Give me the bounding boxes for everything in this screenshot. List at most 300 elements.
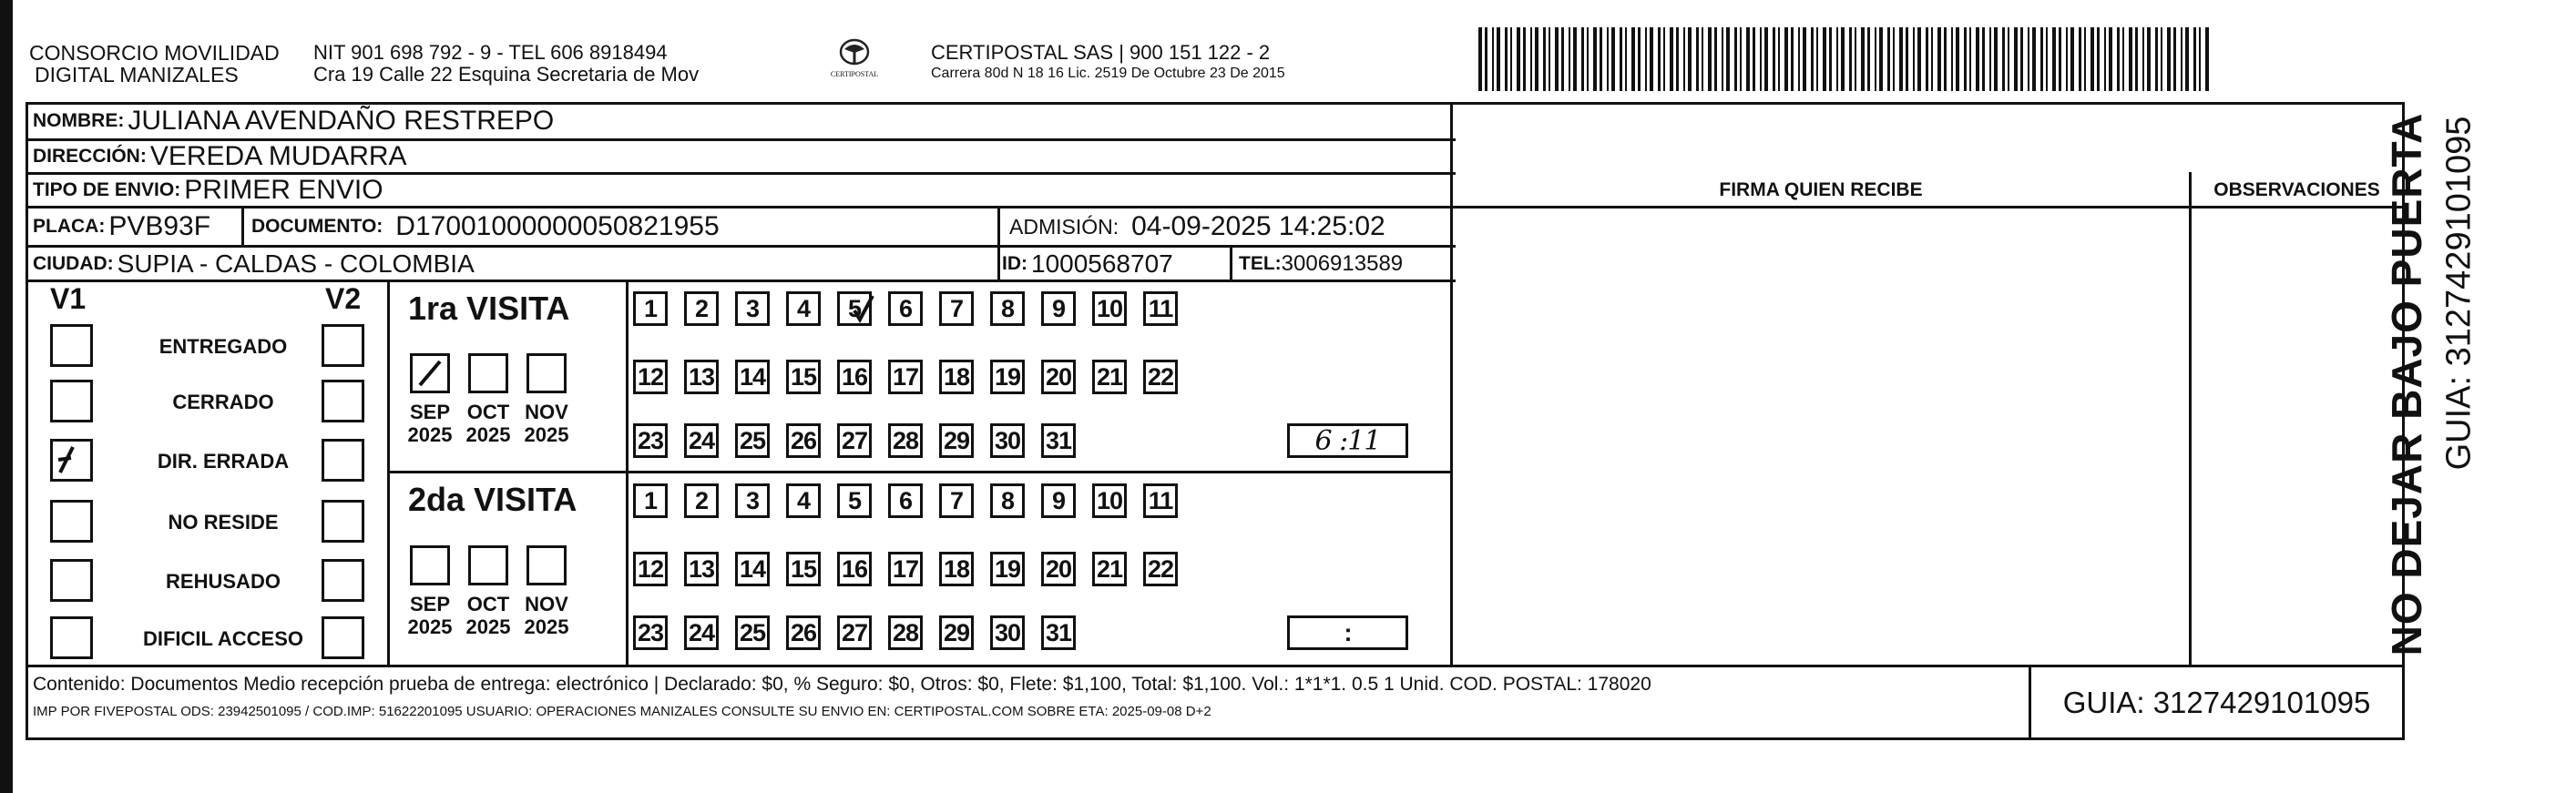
barcode-bar: [2040, 27, 2043, 91]
day-box[interactable]: [786, 291, 821, 326]
ciudad-label: CIUDAD:: [33, 252, 114, 274]
day-number: 22: [1147, 362, 1174, 391]
barcode-bar: [1906, 27, 1908, 91]
id-value: 1000568707: [1031, 249, 1173, 278]
day-box[interactable]: [1092, 291, 1127, 326]
barcode-bar: [2084, 27, 2086, 91]
barcode-bar: [1708, 27, 1712, 91]
day-box[interactable]: [1041, 483, 1076, 518]
day-box[interactable]: [939, 291, 974, 326]
day-box[interactable]: [684, 291, 719, 326]
day-number: 17: [892, 362, 919, 391]
status-label: REHUSADO: [166, 570, 281, 593]
month-checkbox[interactable]: [526, 353, 567, 393]
time-field[interactable]: [1287, 615, 1408, 650]
day-box[interactable]: [786, 483, 821, 518]
day-box[interactable]: [786, 360, 821, 394]
barcode-bar: [1753, 27, 1755, 91]
barcode-bar: [1543, 27, 1546, 91]
day-number: 20: [1045, 554, 1072, 583]
nombre-label: NOMBRE:: [33, 110, 125, 131]
barcode-bar: [2014, 27, 2018, 91]
barcode-bar: [1505, 27, 1508, 91]
side-guia: GUIA: 3127429101095: [2439, 116, 2479, 471]
documento-cell: [251, 208, 720, 245]
barcode-bar: [1926, 27, 1928, 91]
day-box[interactable]: [939, 360, 974, 394]
day-number: 3: [745, 486, 760, 514]
month-year: 2025: [524, 423, 569, 446]
visit-2-title: 2da VISITA: [408, 481, 578, 518]
day-number: 10: [1096, 294, 1123, 322]
status-label: DIR. ERRADA: [157, 450, 290, 473]
id-cell: [1002, 248, 1173, 280]
month-checkbox[interactable]: [468, 545, 508, 585]
barcode-bar: [1638, 27, 1641, 91]
barcode-bar: [1740, 27, 1742, 91]
barcode-bar: [1549, 27, 1550, 91]
day-number: 13: [688, 554, 715, 583]
day-number: 30: [994, 426, 1021, 454]
v1-header: V1: [50, 282, 87, 315]
month-label: [515, 401, 578, 446]
v2-checkbox[interactable]: [322, 439, 364, 482]
barcode-bar: [2122, 27, 2124, 91]
day-box[interactable]: [735, 291, 770, 326]
footer-guia: GUIA: 3127429101095: [2062, 685, 2371, 719]
day-number: 13: [688, 362, 715, 391]
v2-checkbox[interactable]: [322, 324, 364, 367]
day-box[interactable]: [939, 423, 974, 458]
day-number: 20: [1045, 362, 1072, 391]
day-box[interactable]: [786, 423, 821, 458]
barcode-bar: [1587, 27, 1589, 91]
barcode-bar: [1535, 27, 1538, 91]
day-number: 9: [1051, 486, 1066, 514]
day-box[interactable]: [684, 483, 719, 518]
v2-checkbox[interactable]: [322, 616, 364, 659]
barcode-bar: [1517, 27, 1520, 91]
day-number: 14: [739, 362, 766, 391]
month-checkbox[interactable]: [410, 353, 450, 393]
day-number: 8: [1000, 294, 1015, 322]
nombre-value: JULIANA AVENDAÑO RESTREPO: [128, 106, 555, 136]
firma-header: FIRMA QUIEN RECIBE: [1719, 178, 1923, 200]
admision-label: ADMISIÓN:: [1009, 214, 1119, 239]
day-box[interactable]: [888, 615, 923, 650]
barcode-bar: [2052, 27, 2056, 91]
barcode-bar: [1899, 27, 1903, 91]
day-number: 5: [847, 294, 862, 322]
day-number: 24: [688, 618, 715, 646]
month-checkbox[interactable]: [526, 545, 567, 585]
barcode-bar: [1581, 27, 1584, 91]
day-box[interactable]: [837, 483, 872, 518]
ciudad-value: SUPIA - CALDAS - COLOMBIA: [117, 249, 475, 278]
day-box[interactable]: [633, 360, 668, 394]
barcode-bar: [2161, 27, 2162, 91]
barcode-bar: [2142, 27, 2144, 91]
day-box[interactable]: [1041, 552, 1076, 586]
barcode-bar: [1994, 27, 1998, 91]
day-number: 11: [1148, 294, 1173, 322]
barcode-bar: [1663, 27, 1665, 91]
day-box[interactable]: [888, 360, 923, 394]
barcode-bar: [1523, 27, 1526, 91]
barcode-bar: [2046, 27, 2048, 91]
status-label: NO RESIDE: [168, 511, 279, 534]
visit-1-title: 1ra VISITA: [408, 290, 570, 327]
footer-print-line: IMP POR FIVEPOSTAL ODS: 23942501095 / COD.IMP: 51622201095 USUARIO: OPERACIONES MANIZALES CONSULTE SU ENVIO EN: CERTIPOSTAL.COM SOBRE ETA: 2025-09-08 D+2: [33, 704, 1211, 719]
day-box[interactable]: [990, 615, 1025, 650]
day-number: 7: [949, 294, 964, 322]
barcode-bar: [1913, 27, 1915, 91]
barcode-bar: [1861, 27, 1865, 91]
certipostal-logo-icon: [836, 36, 873, 67]
barcode-bar: [1964, 27, 1967, 91]
day-number: 12: [637, 362, 664, 391]
barcode-bar: [1760, 27, 1762, 91]
barcode-bar: [1573, 27, 1577, 91]
barcode-bar: [1798, 27, 1800, 91]
day-number: 23: [637, 618, 664, 646]
month-label: [456, 593, 520, 638]
day-number: 29: [943, 426, 970, 454]
time-field[interactable]: [1287, 423, 1408, 458]
barcode-bar: [1803, 27, 1806, 91]
barcode-bar: [2079, 27, 2081, 91]
tel-value: 3006913589: [1281, 250, 1404, 276]
barcode-bar: [2185, 27, 2189, 91]
barcode-bar: [1849, 27, 1852, 91]
day-box[interactable]: [735, 360, 770, 394]
barcode-bar: [1714, 27, 1717, 91]
barcode-bar: [1676, 27, 1679, 91]
day-number: 28: [892, 426, 919, 454]
day-number: 17: [892, 554, 919, 583]
barcode-bar: [1631, 27, 1635, 91]
page-edge: [0, 0, 13, 793]
day-box[interactable]: [684, 615, 719, 650]
company-contact: [313, 42, 699, 86]
nit-text: NIT 901 698 792 - 9 - TEL 606 8918494: [313, 41, 668, 64]
day-box[interactable]: [1143, 360, 1178, 394]
day-box[interactable]: [684, 423, 719, 458]
barcode-bar: [2028, 27, 2029, 91]
day-box[interactable]: [990, 483, 1025, 518]
day-number: 30: [994, 618, 1021, 646]
time-value: 6 :11: [1314, 424, 1381, 457]
certipostal-line-1: CERTIPOSTAL SAS | 900 151 122 - 2: [931, 41, 1271, 64]
day-box[interactable]: [633, 423, 668, 458]
day-box[interactable]: [1092, 360, 1127, 394]
company-line-2: DIGITAL MANIZALES: [35, 63, 239, 86]
barcode-bar: [1879, 27, 1883, 91]
status-label: DIFICIL ACCESO: [142, 627, 303, 650]
barcode-bar: [2193, 27, 2196, 91]
month-name: NOV: [525, 593, 568, 615]
certipostal-line-2: Carrera 80d N 18 16 Lic. 2519 De Octubre 23 De 2015: [931, 66, 1285, 81]
month-label: [398, 401, 462, 446]
barcode-bar: [2109, 27, 2112, 91]
day-number: 25: [739, 426, 766, 454]
barcode-bar: [1688, 27, 1692, 91]
barcode-bar: [1593, 27, 1597, 91]
day-box[interactable]: [990, 291, 1025, 326]
barcode-bar: [1600, 27, 1602, 91]
barcode-bar: [2032, 27, 2036, 91]
day-box[interactable]: [1041, 291, 1076, 326]
day-number: 2: [694, 486, 709, 514]
barcode-bar: [1982, 27, 1985, 91]
day-box[interactable]: [1143, 483, 1178, 518]
barcode-bar: [2173, 27, 2176, 91]
day-box[interactable]: [888, 291, 923, 326]
barcode-bar: [1944, 27, 1947, 91]
tel-label: TEL:: [1239, 252, 1282, 274]
barcode-bar: [2097, 27, 2100, 91]
barcode-bar: [1778, 27, 1780, 91]
placa-label: PLACA:: [33, 216, 106, 237]
day-number: 26: [790, 618, 817, 646]
tipo-envio-value: PRIMER ENVIO: [184, 174, 383, 205]
company-name: [29, 42, 280, 86]
day-box[interactable]: [1041, 360, 1076, 394]
day-box[interactable]: [633, 291, 668, 326]
barcode-bar: [1497, 27, 1500, 91]
day-box[interactable]: [837, 615, 872, 650]
month-year: 2025: [407, 615, 453, 638]
tel-cell: [1239, 248, 1403, 280]
direccion-label: DIRECCIÓN:: [33, 145, 147, 167]
barcode-bar: [1764, 27, 1768, 91]
day-box[interactable]: [939, 615, 974, 650]
barcode-bar: [2059, 27, 2061, 91]
day-number: 2: [694, 294, 709, 322]
day-number: 7: [949, 486, 964, 514]
barcode-bar: [2066, 27, 2068, 91]
footer-content-line: Contenido: Documentos Medio recepción prueba de entrega: electrónico | Declarado: $0, % Seguro: $0, Otros: $0, Flete: $1,100, Total: $1,100. Vol.: 1*1*1. 0.5 1 Unid. COD. POSTAL: 178020: [33, 674, 1651, 695]
day-box[interactable]: [1143, 552, 1178, 586]
day-box[interactable]: [786, 615, 821, 650]
month-year: 2025: [465, 423, 511, 446]
barcode: [1478, 27, 2221, 91]
day-number: 1: [643, 294, 658, 322]
day-number: 5: [847, 486, 862, 514]
barcode-bar: [1478, 27, 1482, 91]
month-name: SEP: [409, 593, 451, 615]
month-label: [398, 593, 462, 638]
day-box[interactable]: [888, 552, 923, 586]
day-number: 8: [1000, 486, 1015, 514]
day-number: 1: [643, 486, 658, 514]
barcode-bar: [1823, 27, 1826, 91]
day-box[interactable]: [735, 483, 770, 518]
barcode-bar: [2147, 27, 2151, 91]
day-number: 4: [796, 294, 811, 322]
barcode-bar: [1702, 27, 1703, 91]
barcode-bar: [1811, 27, 1814, 91]
barcode-bar: [2070, 27, 2074, 91]
side-warning: NO DEJAR BAJO PUERTA: [2383, 112, 2430, 656]
day-box[interactable]: [735, 615, 770, 650]
barcode-bar: [1969, 27, 1971, 91]
address-text: Cra 19 Calle 22 Esquina Secretaria de Mov: [313, 63, 700, 86]
month-label: [456, 401, 520, 446]
barcode-bar: [1989, 27, 1991, 91]
barcode-bar: [1722, 27, 1723, 91]
day-number: 22: [1147, 554, 1174, 583]
barcode-bar: [1561, 27, 1564, 91]
day-box[interactable]: [735, 423, 770, 458]
barcode-bar: [1829, 27, 1832, 91]
day-box[interactable]: [735, 552, 770, 586]
day-box[interactable]: [888, 483, 923, 518]
day-box[interactable]: [990, 360, 1025, 394]
check-mark-icon: [413, 356, 447, 391]
barcode-bar: [1620, 27, 1622, 91]
barcode-bar: [2155, 27, 2158, 91]
placa-cell: [33, 208, 210, 245]
barcode-bar: [1492, 27, 1494, 91]
day-box[interactable]: [837, 552, 872, 586]
day-number: 12: [637, 554, 664, 583]
day-box[interactable]: [1092, 483, 1127, 518]
barcode-bar: [2117, 27, 2120, 91]
v2-checkbox[interactable]: [322, 380, 364, 422]
month-name: NOV: [525, 401, 568, 423]
barcode-bar: [1658, 27, 1661, 91]
day-box[interactable]: [837, 291, 872, 326]
barcode-bar: [1734, 27, 1737, 91]
day-box[interactable]: [1092, 552, 1127, 586]
barcode-bar: [1956, 27, 1959, 91]
month-checkbox[interactable]: [468, 353, 508, 393]
barcode-bar: [1645, 27, 1647, 91]
tipo-envio-row: [33, 174, 383, 206]
day-number: 10: [1096, 486, 1123, 514]
day-box[interactable]: [990, 552, 1025, 586]
day-number: 21: [1096, 554, 1123, 583]
barcode-bar: [1485, 27, 1487, 91]
barcode-bar: [2008, 27, 2009, 91]
barcode-bar: [1530, 27, 1532, 91]
day-box[interactable]: [684, 552, 719, 586]
v2-checkbox[interactable]: [322, 559, 364, 602]
company-line-1: CONSORCIO MOVILIDAD: [29, 41, 280, 65]
day-number: 31: [1045, 618, 1072, 646]
barcode-bar: [1951, 27, 1953, 91]
ciudad-cell: [33, 248, 475, 280]
day-box[interactable]: [633, 552, 668, 586]
month-checkbox[interactable]: [410, 545, 450, 585]
barcode-bar: [1650, 27, 1653, 91]
barcode-bar: [1569, 27, 1570, 91]
day-box[interactable]: [837, 360, 872, 394]
barcode-bar: [1937, 27, 1941, 91]
barcode-bar: [1611, 27, 1615, 91]
day-box[interactable]: [633, 483, 668, 518]
nombre-row: [33, 104, 554, 138]
day-box[interactable]: [684, 360, 719, 394]
v2-checkbox[interactable]: [322, 500, 364, 543]
month-year: 2025: [465, 615, 511, 638]
day-number: 11: [1148, 486, 1173, 514]
month-year: 2025: [407, 423, 453, 446]
barcode-bar: [1696, 27, 1699, 91]
day-box[interactable]: [786, 552, 821, 586]
barcode-bar: [1670, 27, 1673, 91]
barcode-bar: [1510, 27, 1512, 91]
barcode-bar: [1836, 27, 1838, 91]
barcode-bar: [1816, 27, 1818, 91]
day-box[interactable]: [1041, 423, 1076, 458]
month-name: OCT: [466, 593, 510, 615]
direccion-value: VEREDA MUDARRA: [149, 140, 407, 171]
day-box[interactable]: [990, 423, 1025, 458]
day-number: 6: [898, 486, 913, 514]
day-number: 6: [898, 294, 913, 322]
day-box[interactable]: [939, 483, 974, 518]
day-number: 15: [790, 362, 817, 391]
barcode-bar: [1746, 27, 1750, 91]
barcode-bar: [2090, 27, 2094, 91]
day-box[interactable]: [1041, 615, 1076, 650]
barcode-bar: [2104, 27, 2106, 91]
id-label: ID:: [1002, 252, 1027, 274]
barcode-bar: [2199, 27, 2201, 91]
barcode-bar: [1887, 27, 1890, 91]
barcode-bar: [2205, 27, 2209, 91]
documento-label: DOCUMENTO:: [251, 216, 383, 237]
day-number: 14: [739, 554, 766, 583]
barcode-bar: [1791, 27, 1794, 91]
direccion-row: [33, 140, 407, 172]
barcode-bar: [2020, 27, 2023, 91]
certipostal-info: [931, 42, 1285, 84]
day-number: 15: [790, 554, 817, 583]
check-mark-icon: [842, 290, 878, 327]
barcode-bar: [2135, 27, 2138, 91]
barcode-bar: [1784, 27, 1788, 91]
observaciones-header: OBSERVACIONES: [2213, 178, 2380, 200]
day-number: 18: [943, 362, 970, 391]
day-number: 19: [994, 554, 1021, 583]
day-number: 21: [1096, 362, 1123, 391]
day-box[interactable]: [939, 552, 974, 586]
barcode-bar: [1683, 27, 1685, 91]
month-year: 2025: [524, 615, 569, 638]
day-number: 24: [688, 426, 715, 454]
day-number: 27: [841, 426, 868, 454]
barcode-bar: [1607, 27, 1609, 91]
day-number: 29: [943, 618, 970, 646]
day-number: 19: [994, 362, 1021, 391]
day-number: 16: [841, 554, 868, 583]
barcode-bar: [2002, 27, 2005, 91]
month-name: SEP: [409, 401, 451, 423]
barcode-bar: [1875, 27, 1876, 91]
day-box[interactable]: [888, 423, 923, 458]
status-label: ENTREGADO: [158, 335, 288, 358]
month-name: OCT: [466, 401, 510, 423]
tipo-envio-label: TIPO DE ENVIO:: [33, 178, 181, 200]
day-box[interactable]: [1143, 291, 1178, 326]
day-box[interactable]: [633, 615, 668, 650]
admision-value: 04-09-2025 14:25:02: [1131, 211, 1385, 241]
day-box[interactable]: [837, 423, 872, 458]
status-label: CERRADO: [172, 391, 274, 413]
